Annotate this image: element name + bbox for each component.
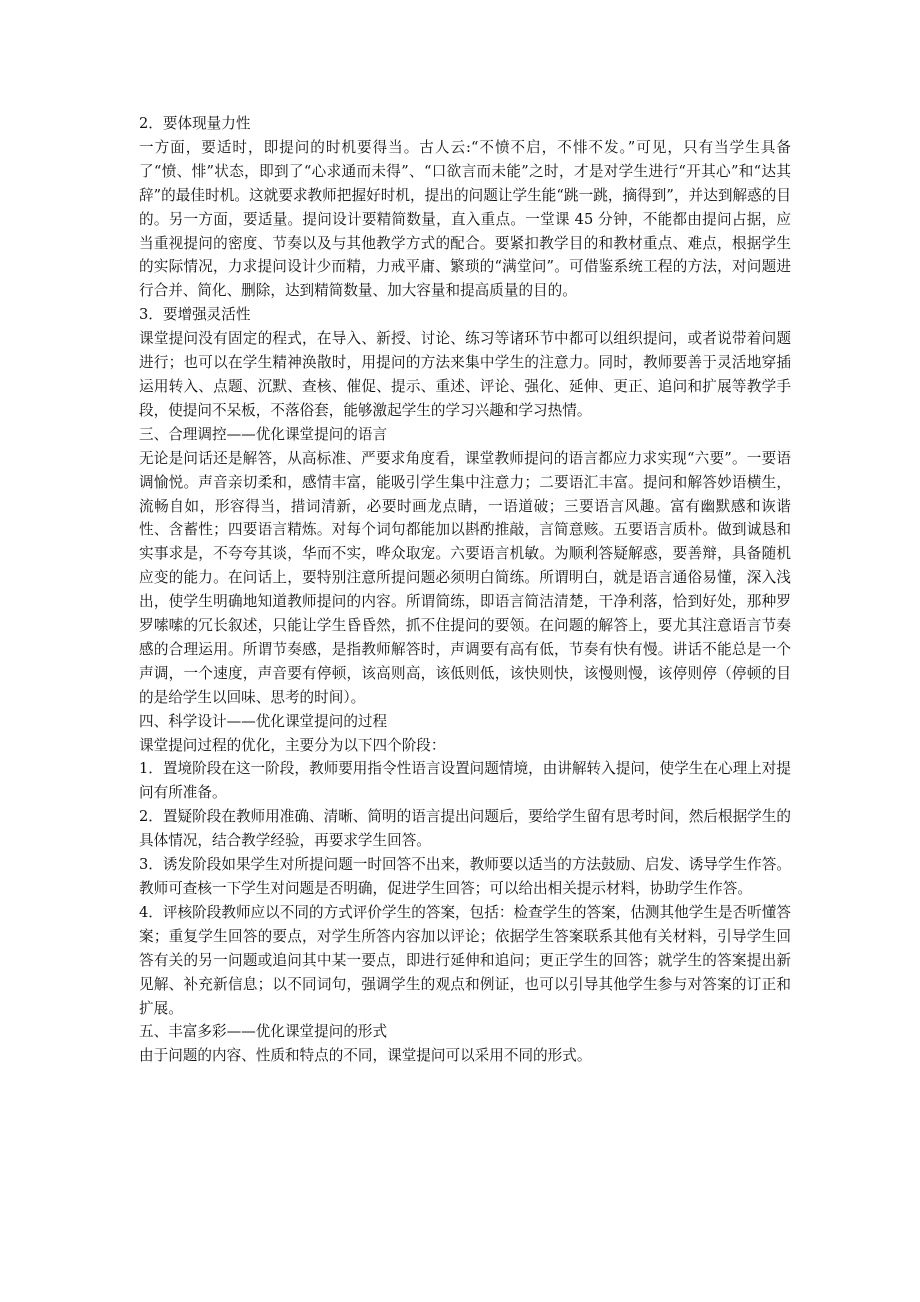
paragraph-process-intro: 课堂提问过程的优化，主要分为以下四个阶段： [139,736,446,754]
paragraph-timing-and-quantity: 一方面，要适时，即提问的时机要得当。古人云:“不愤不启，不悱不发。”可见，只有当学生具备了“愤、悱”状态，即到了“心求通而未得”、“口欲言而未能”之时，才是对学生进行“开其心”和“达其辞”的最佳时机。这就要求教师把握好时机，提出的问题让学生能“跳一跳，摘得到”，并达到解惑的目的。另一方面，要适量。提问设计要精简数量，直入重点。一堂课 45 分钟，不能都由提问占据，应当重视提问的密度、节奏以及与其他教学方式的配合。要紧扣教学目的和教材重点、难点，根据学生的实际情况，力求提问设计少而精，力戒平庸、繁琐的“满堂问”。可借鉴系统工程的方法，对问题进行合并、简化、删除，达到精简数量、加大容量和提高质量的目的。 [139,138,791,300]
paragraph-flexibility: 课堂提问没有固定的程式，在导入、新授、讨论、练习等诸环节中都可以组织提问，或者说带着问题进行；也可以在学生精神涣散时，用提问的方法来集中学生的注意力。同时，教师要善于灵活地穿插运用转入、点题、沉默、查核、催促、提示、重述、评论、强化、延伸、更正、追问和扩展等教学手段，使提问不呆板，不落俗套，能够激起学生的学习兴趣和学习热情。 [139,330,791,419]
section-heading-process: 四、科学设计——优化课堂提问的过程 [139,712,388,730]
paragraph-form: 由于问题的内容、性质和特点的不同，课堂提问可以采用不同的形式。 [139,1047,592,1065]
list-item-stage-4: 4．评核阶段教师应以不同的方式评价学生的答案，包括：检查学生的答案，估测其他学生是否听懂答案；重复学生回答的要点，对学生所答内容加以评论；依据学生答案联系其他有关材料，引导学生回答有关的另一问题或追问其中某一要点，即进行延伸和追问；更正学生的回答；就学生的答案提出新见解、补充新信息；以不同词句，强调学生的观点和例证，也可以引导其他学生参与对答案的订正和扩展。 [139,903,791,1017]
list-item-stage-2: 2．置疑阶段在教师用准确、清晰、简明的语言提出问题后，要给学生留有思考时间，然后根据学生的具体情况，结合教学经验，再要求学生回答。 [139,808,791,850]
document-body [139,112,791,1068]
section-heading-2-measure: 2．要体现量力性 [139,115,251,132]
section-heading-language: 三、合理调控——优化课堂提问的语言 [139,425,388,443]
section-heading-form: 五、丰富多彩——优化课堂提问的形式 [139,1023,388,1041]
list-item-stage-1: 1．置境阶段在这一阶段，教师要用指令性语言设置问题情境，由讲解转入提问，使学生在心理上对提问有所准备。 [139,760,791,802]
paragraph-language: 无论是问话还是解答，从高标准、严要求角度看，课堂教师提问的语言都应力求实现“六要”。一要语调愉悦。声音亲切柔和，感情丰富，能吸引学生集中注意力；二要语汇丰富。提问和解答妙语横生，流畅自如，形容得当，措词清新，必要时画龙点睛，一语道破；三要语言风趣。富有幽默感和诙谐性、含蓄性；四要语言精炼。对每个词句都能加以斟酌推敲，言简意赅。五要语言质朴。做到诚恳和实事求是，不夸夸其谈，华而不实，哗众取宠。六要语言机敏。为顺利答疑解惑，要善辩，具备随机应变的能力。在问话上，要特别注意所提问题必须明白简练。所谓明白，就是语言通俗易懂，深入浅出，使学生明确地知道教师提问的内容。所谓简练，即语言简洁清楚，干净利落，恰到好处，那种罗罗嗦嗦的冗长叙述，只能让学生昏昏然，抓不住提问的要领。在问题的解答上，要尤其注意语言节奏感的合理运用。所谓节奏感，是指教师解答时，声调要有高有低，节奏有快有慢。讲话不能总是一个声调，一个速度，声音要有停顿，该高则高，该低则低，该快则快，该慢则慢，该停则停（停顿的目的是给学生以回味、思考的时间）。 [139,449,791,706]
list-item-stage-3: 3．诱发阶段如果学生对所提问题一时回答不出来，教师要以适当的方法鼓励、启发、诱导学生作答。教师可查核一下学生对问题是否明确，促进学生回答；可以给出相关提示材料，协助学生作答。 [139,856,791,897]
section-heading-3-flexibility: 3．要增强灵活性 [139,306,251,324]
